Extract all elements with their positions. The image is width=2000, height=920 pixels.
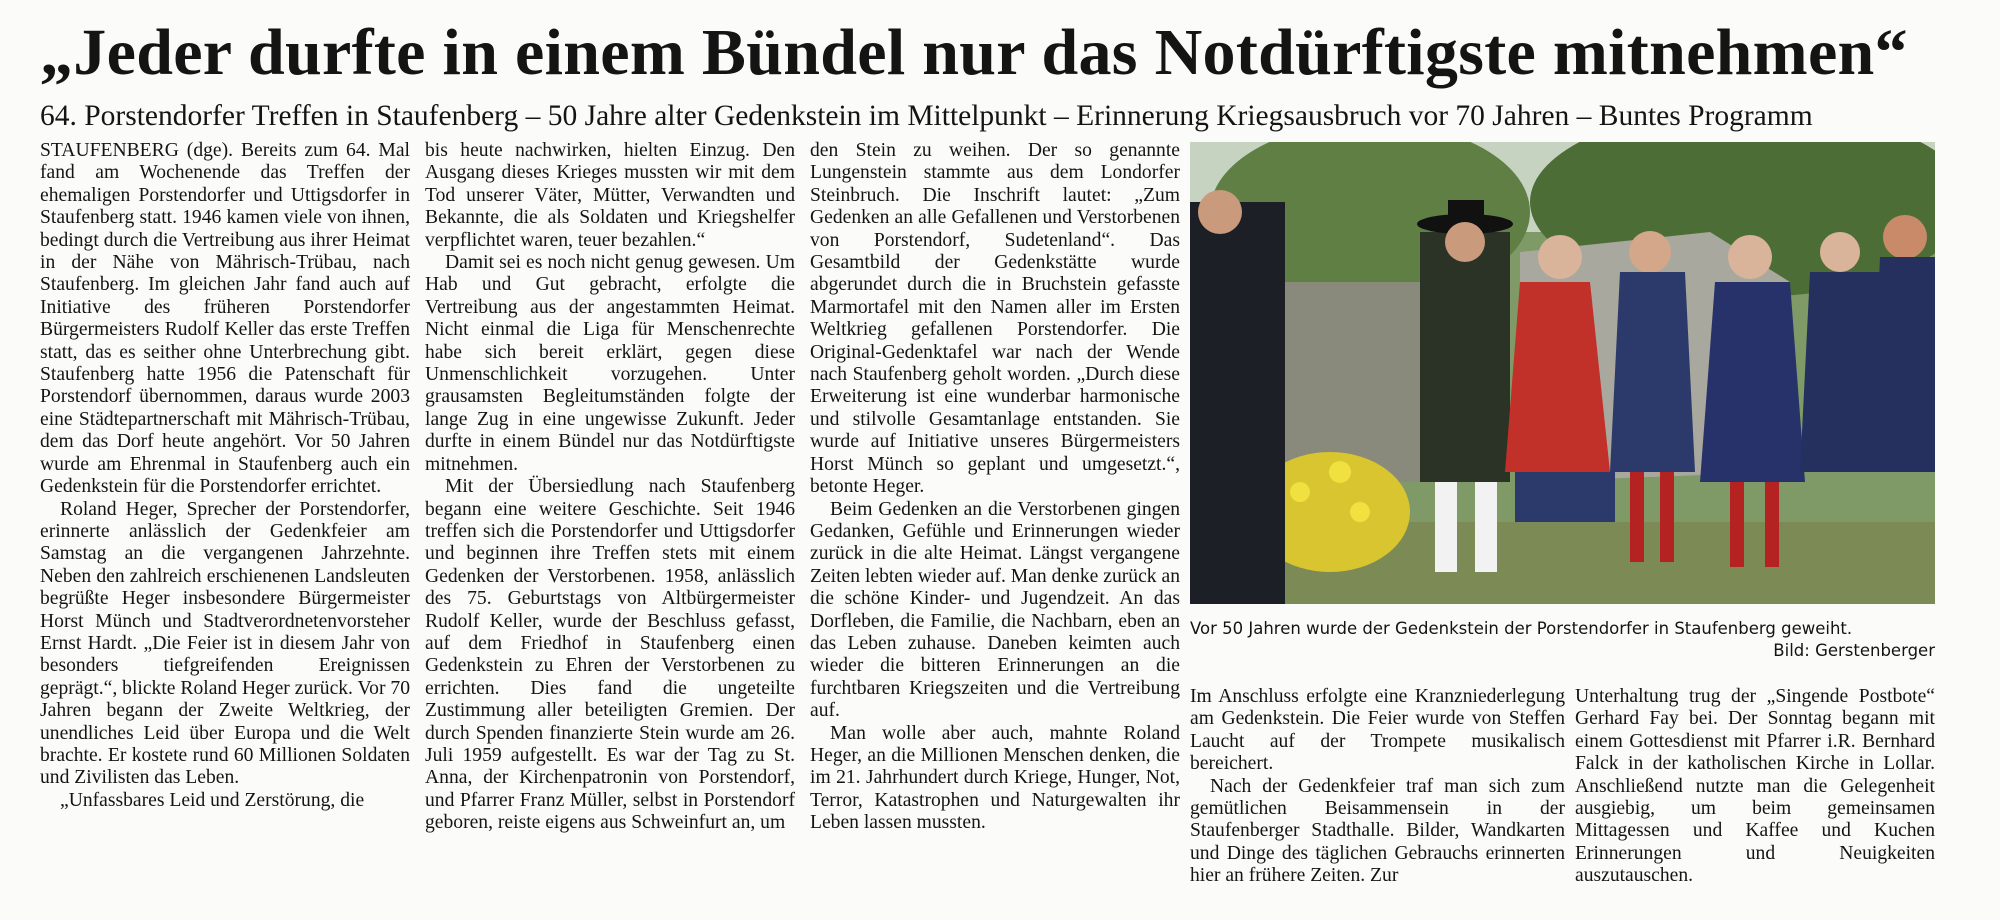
article-column-4 [1190,686,1565,888]
article-column-5 [1575,686,1935,888]
paragraph: „Unfassbares Leid und Zerstörung, die [60,789,365,811]
subheadline: 64. Porstendorfer Treffen in Staufenberg – 50 Jahre alter Gedenkstein im Mittelpunkt – Erinnerung Kriegsausbruch vor 70 Jahren – Buntes Programm [40,100,1813,132]
paragraph: Mit der Übersiedlung nach Staufenberg begann eine weitere Geschichte. Seit 1946 treffen sich die Porstendorfer und Uttigsdorfer und beginnen ihre Treffen stets mit einem Gedenken der Verstorbenen. 1958, anlässlich des 75. Geburtstags von Altbürgermeister Rudolf Keller, wurde der Beschluss gefasst, auf dem Friedhof in Staufenberg einen Gedenkstein zu Ehren der Verstorbenen zu errichten. Dies fand die ungeteilte Zustimmung aller beteiligten Gremien. Der durch Spenden finanzierte Stein wurde am 26. Juli 1959 aufgestellt. Es war der Tag zu St. Anna, der Kirchenpatronin von Porstendorf, und Pfarrer Franz Müller, selbst in Porstendorf geboren, reiste eigens aus Schweinfurt an, um [425,476,795,834]
paragraph: Man wolle aber auch, mahnte Roland Heger, an die Millionen Menschen denken, die im 21. Jahrhundert durch Kriege, Hunger, Not, Terror, Katastrophen und Naturgewalten ihr Leben lassen mussten. [810,722,1180,834]
paragraph: Unterhaltung trug der „Singende Postbote“ Gerhard Fay bei. Der Sonntag begann mit einem Gottesdienst mit Pfarrer i.R. Bernhard Falck in der katholischen Kirche in Lollar. Anschließend nutzte man die Gelegenheit ausgiebig, um beim gemeinsamen Mittagessen und Kaffee und Kuchen Erinnerungen und Neuigkeiten auszutauschen. [1575,686,1935,887]
headline: „Jeder durfte in einem Bündel nur das Notdürftigste mitnehmen“ [40,16,1908,89]
paragraph: Roland Heger, Sprecher der Porstendorfer, erinnerte anlässlich der Gedenkfeier am Samstag an die vergangenen Jahrzehnte. Neben den zahlreich erschienenen Landsleuten begrüßte Heger insbesondere Bürgermeister Horst Münch und Stadtverordnetenvorsteher Ernst Hardt. „Die Feier ist in diesem Jahr von besonders tiefgreifenden Ereignissen geprägt.“, blickte Roland Heger zurück. Vor 70 Jahren begann der Zweite Weltkrieg, der unendliches Leid über Europa und die Welt brachte. Er kostete rund 60 Millionen Soldaten und Zivilisten das Leben. [40,498,410,789]
article-photo [1190,142,1935,604]
article-column-1 [40,140,410,812]
photo-credit: Bild: Gerstenberger [1773,641,1935,660]
paragraph: den Stein zu weihen. Der so genannte Lungenstein stammte aus dem Londorfer Steinbruch. Die Inschrift lautet: „Zum Gedenken an alle Gefallenen und Verstorbenen von Porstendorf, Sudetenland“. Das Gesamtbild der Gedenkstätte wurde abgerundet durch die in Bruchstein gefasste Marmortafel mit den Namen aller im Ersten Weltkrieg gefallenen Porstendorfer. Die Original-Gedenktafel war nach der Wende nach Staufenberg geholt worden. „Durch diese Erweiterung ist eine wunderbar harmonische und stilvolle Gesamtanlage entstanden. Sie wurde auf Initiative unseres Bürgermeisters Horst Münch so geplant und umgesetzt.“, betonte Heger. [810,140,1180,498]
paragraph: Beim Gedenken an die Verstorbenen gingen Gedanken, Gefühle und Erinnerungen wieder zurück in die alte Heimat. Längst vergangene Zeiten lebten wieder auf. Man denke zurück an die schöne Kinder- und Jugendzeit. An das Dorfleben, die Familie, die Nachbarn, eben an das Leben zuhause. Daneben keimten auch wieder die bitteren Erinnerungen an die furchtbaren Kriegszeiten und die Vertreibung auf. [810,498,1180,722]
paragraph: Nach der Gedenkfeier traf man sich zum gemütlichen Beisammensein in der Staufenberger Stadthalle. Bilder, Wandkarten und Dinge des täglichen Gebrauchs erinnerten hier an frühere Zeiten. Zur [1190,775,1565,887]
article-column-2 [425,140,795,835]
paragraph: Damit sei es noch nicht genug gewesen. Um Hab und Gut gebracht, erfolgte die Vertreibung aus der angestammten Heimat. Nicht einmal die Liga für Menschenrechte habe sich bereit erklärt, gegen diese Unmenschlichkeit vorzugehen. Unter grausamsten Begleitumständen folgte der lange Zug in eine ungewisse Zukunft. Jeder durfte in einem Bündel nur das Notdürftigste mitnehmen. [425,252,795,475]
memorial-ceremony-photo [1190,142,1935,604]
paragraph: STAUFENBERG (dge). Bereits zum 64. Mal fand am Wochenende das Treffen der ehemaligen Porstendorfer und Uttigsdorfer in Staufenberg statt. 1946 kamen viele von ihnen, bedingt durch die Vertreibung aus ihrer Heimat in der Nähe von Mährisch-Trübau, nach Staufenberg. Im gleichen Jahr fand auch auf Initiative des früheren Porstendorfer Bürgermeisters Rudolf Keller das erste Treffen statt, das es seither ohne Unterbrechung gibt. Staufenberg hatte 1956 die Patenschaft für Porstendorf übernommen, daraus wurde 2003 eine Städtepartnerschaft mit Mährisch-Trübau, dem das Dorf heute angehört. Vor 50 Jahren wurde am Ehrenmal in Staufenberg auch ein Gedenkstein für die Porstendorfer errichtet. [40,140,410,498]
article-column-3 [810,140,1180,835]
photo-caption: Vor 50 Jahren wurde der Gedenkstein der Porstendorfer in Staufenberg geweiht. [1190,619,1853,638]
paragraph: bis heute nachwirken, hielten Einzug. Den Ausgang dieses Krieges mussten wir mit dem Tod unserer Väter, Mütter, Verwandten und Bekannte, die als Soldaten und Kriegshelfer verpflichtet waren, teuer bezahlen.“ [425,140,795,251]
paragraph: Im Anschluss erfolgte eine Kranzniederlegung am Gedenkstein. Die Feier wurde von Steffen Laucht auf der Trompete musikalisch bereichert. [1190,686,1565,775]
